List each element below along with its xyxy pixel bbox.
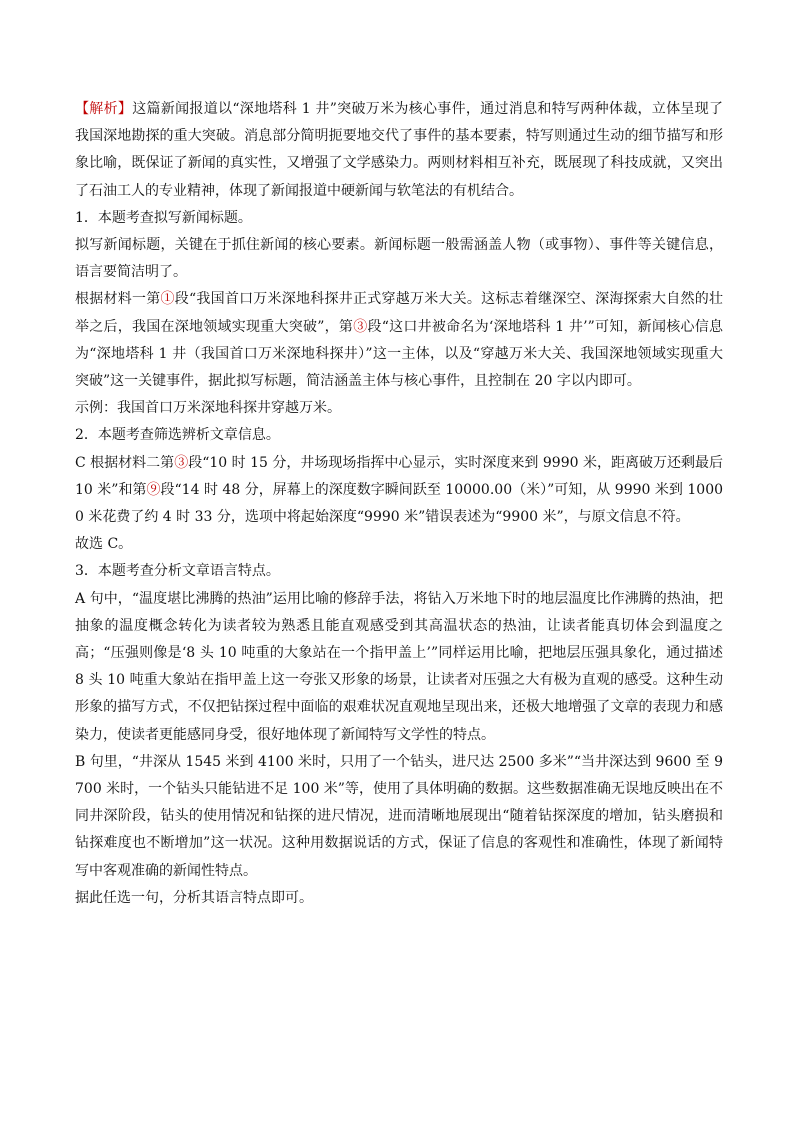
q1-heading: 1．本题考查拟写新闻标题。 xyxy=(75,209,252,226)
circled-number-1: ① xyxy=(160,291,175,308)
circled-number-3: ③ xyxy=(353,318,368,335)
analysis-summary xyxy=(75,96,723,205)
analysis-summary-text: 这篇新闻报道以“深地塔科 1 井”突破万米为核心事件，通过消息和特写两种体裁，立体呈现了我国深地勘探的重大突破。消息部分简明扼要地交代了事件的基本要素，特写则通过生动的细节描写和形象比喻，既保证了新闻的真实性，又增强了文学感染力。两则材料相互补充，既展现了科技成就，又突出了石油工人的专业精神，体现了新闻报道中硬新闻与软笔法的有机结合。 xyxy=(75,101,724,199)
q2-reasoning-part: 段“14 时 48 分，屏幕上的深度数字瞬间跃至 10000.00（米）”可知，从 9990 米到 10000 米花费了约 4 时 33 分，选项中将起始深度“9990 米”错误表述为“9900 米”，与原文信息不符。 xyxy=(75,481,724,526)
q2-reasoning-part: 段“10 时 15 分，井场现场指挥中心显示，实时深度来到 9990 米，距离破万还剩最后 10 米”和第 xyxy=(75,454,723,498)
q2-reasoning xyxy=(75,450,723,532)
q2-heading: 2．本题考查筛选辨析文章信息。 xyxy=(75,427,280,444)
q3-heading: 3．本题考查分析文章语言特点。 xyxy=(75,563,280,580)
q3-analysis-a: A 句中，“温度堪比沸腾的热油”运用比喻的修辞手法，将钻入万米地下时的地层温度比作沸腾的热油，把抽象的温度概念转化为读者较为熟悉且能直观感受到其高温状态的热油，让读者能真切体会到温度之高；“压强则像是‘8 头 10 吨重的大象站在一个指甲盖上’”同样运用比喻，把地层压强具象化，通过描述 8 头 10 吨重大象站在指甲盖上这一夸张又形象的场景，让读者对压强之大有极为直观的感受。这种生动形象的描写方式，不仅把钻探过程中面临的艰难状况直观地呈现出来，还极大地增强了文章的表现力和感染力，使读者更能感同身受，很好地体现了新闻特写文学性的特点。 xyxy=(75,590,723,743)
q2-reasoning-part: C 根据材料二第 xyxy=(75,454,175,471)
q1-reasoning xyxy=(75,286,723,395)
q1-reasoning-part: 段“我国首口万米深地科探井正式穿越万米大关。这标志着继深空、深海探索大自然的壮举之后，我国在深地领域实现重大突破”，第 xyxy=(75,291,724,335)
answer-analysis xyxy=(75,96,723,912)
q1-reasoning-part: 根据材料一第 xyxy=(75,291,161,308)
q1-example: 示例：我国首口万米深地科探井穿越万米。 xyxy=(75,400,341,417)
q3-analysis-b: B 句里，“井深从 1545 米到 4100 米时，只用了一个钻头，进尺达 2500 多米”“当井深达到 9600 至 9700 米时，一个钻头只能钻进不足 100 米”等，使用了具体明确的数据。这些数据准确无误地反映出在不同井深阶段，钻头的使用情况和钻探的进尺情况，进而清晰地展现出“随着钻探深度的增加，钻头磨损和钻探难度也不断增加”这一状况。这种用数据说话的方式，保证了信息的客观性和准确性，体现了新闻特写中客观准确的新闻性特点。 xyxy=(75,753,723,879)
q1-method: 拟写新闻标题，关键在于抓住新闻的核心要素。新闻标题一般需涵盖人物（或事物）、事件等关键信息，语言要简洁明了。 xyxy=(75,237,723,281)
q2-answer: 故选 C。 xyxy=(75,536,133,553)
q3-conclusion: 据此任选一句，分析其语言特点即可。 xyxy=(75,889,313,906)
analysis-tag: 【解析】 xyxy=(75,101,133,117)
circled-number-3: ③ xyxy=(174,454,189,471)
q1-reasoning-part: 段“这口井被命名为‘深地塔科 1 井’”可知，新闻核心信息为“深地塔科 1 井（我国首口万米深地科探井）”这一主体，以及“穿越万米大关、我国深地领域实现重大突破”这一关键事件，据此拟写标题，简洁涵盖主体与核心事件，且控制在 20 字以内即可。 xyxy=(75,318,724,390)
circled-number-9: ⑨ xyxy=(146,481,161,498)
